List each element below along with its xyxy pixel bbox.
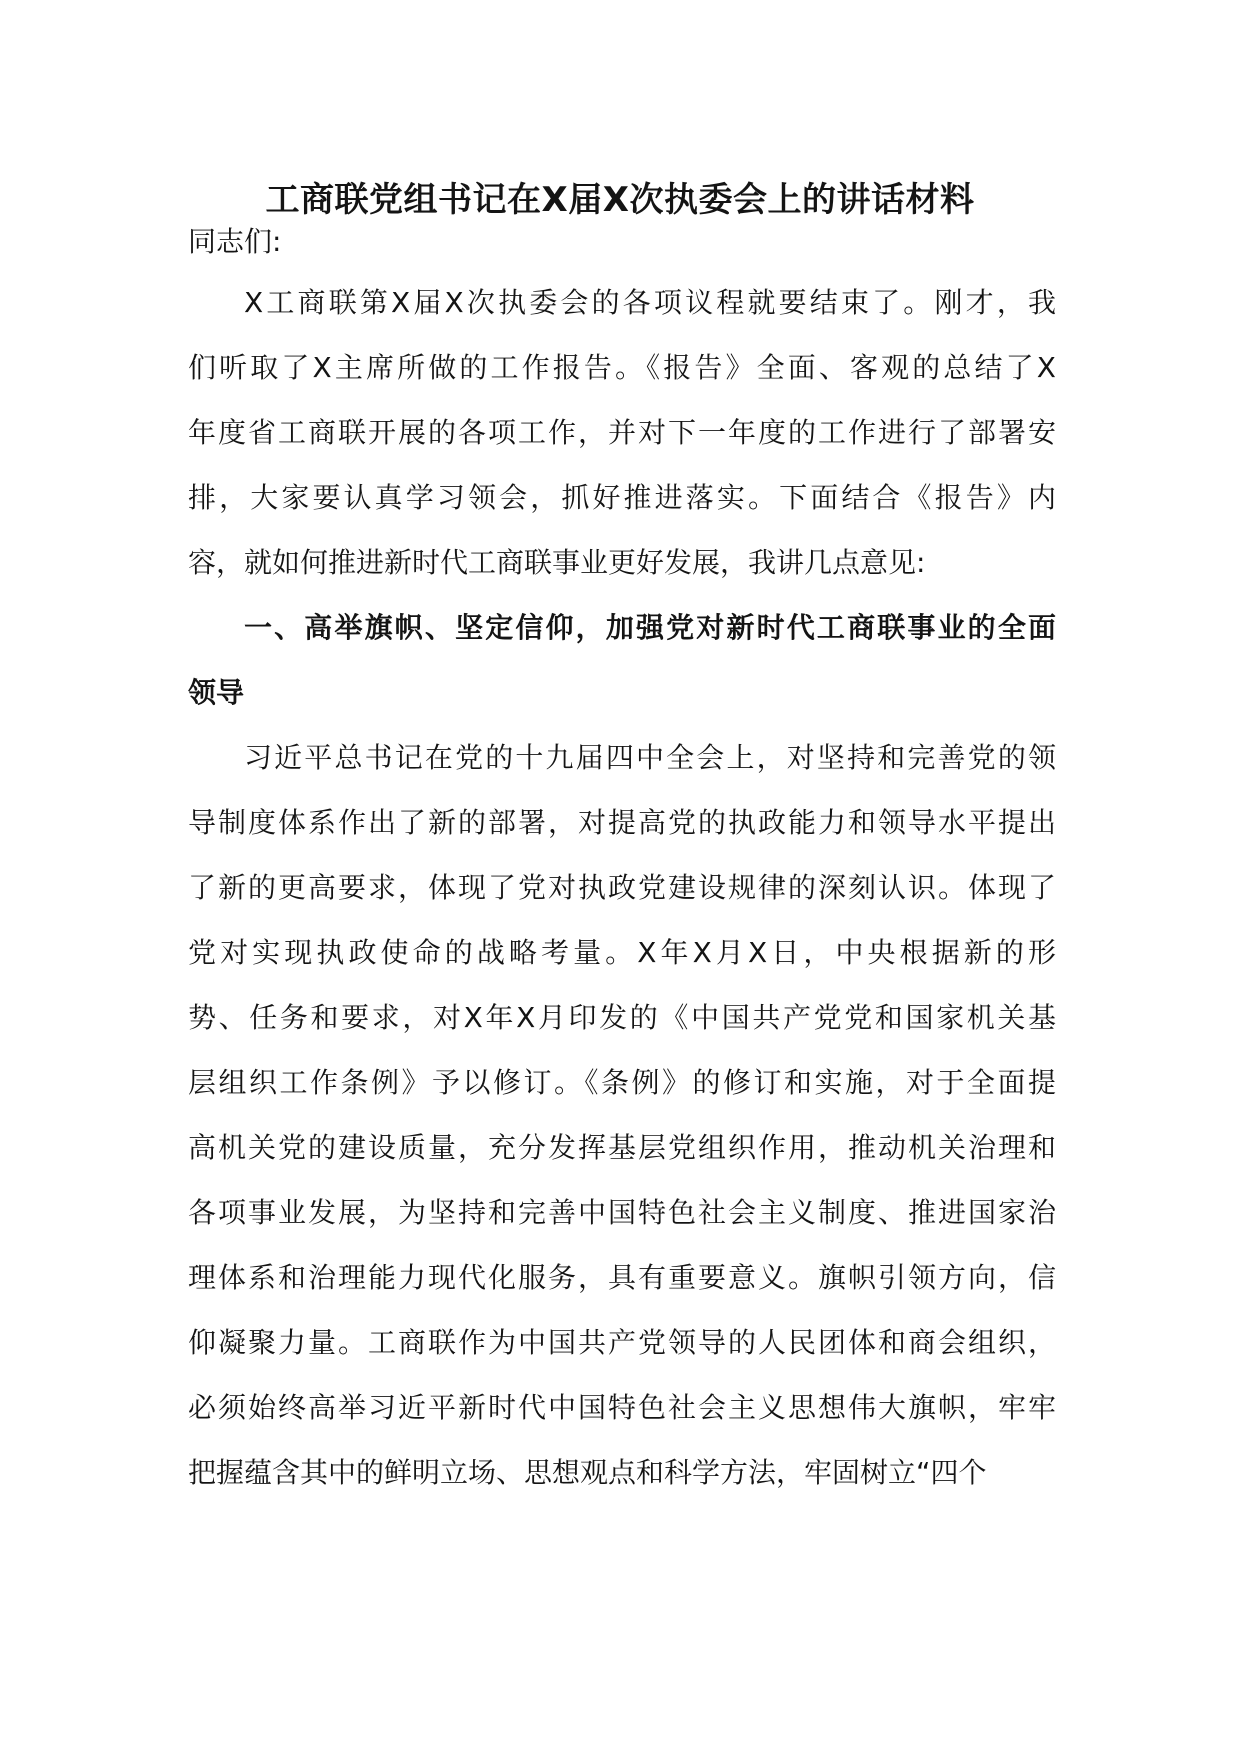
paragraph-1 (188, 270, 1056, 595)
salutation: 同志们: (188, 225, 282, 258)
document-title: 工商联党组书记在X届X次执委会上的讲话材料 (265, 180, 975, 220)
section-heading-1 (188, 595, 1056, 725)
paragraph-line: 各项事业发展，为坚持和完善中国特色社会主义制度、推进国家治 (188, 1196, 1056, 1229)
paragraph-line: 仰凝聚力量。工商联作为中国共产党领导的人民团体和商会组织， (188, 1326, 1056, 1359)
paragraph-line: 党对实现执政使命的战略考量。X年X月X日，中央根据新的形 (188, 936, 1056, 969)
paragraph-line: 习近平总书记在党的十九届四中全会上，对坚持和完善党的领 (244, 741, 1056, 774)
paragraph-2 (188, 725, 1056, 1505)
paragraph-line: X工商联第X届X次执委会的各项议程就要结束了。刚才，我 (244, 286, 1056, 319)
heading-line: 领导 (188, 676, 245, 709)
paragraph-line: 理体系和治理能力现代化服务，具有重要意义。旗帜引领方向，信 (188, 1261, 1056, 1294)
paragraph-line: 排，大家要认真学习领会，抓好推进落实。下面结合《报告》内 (188, 481, 1056, 514)
paragraph-line: 年度省工商联开展的各项工作，并对下一年度的工作进行了部署安 (188, 416, 1056, 449)
paragraph-line: 们听取了X主席所做的工作报告。《报告》全面、客观的总结了X (188, 351, 1056, 384)
paragraph-line: 了新的更高要求，体现了党对执政党建设规律的深刻认识。体现了 (188, 871, 1056, 904)
paragraph-line: 必须始终高举习近平新时代中国特色社会主义思想伟大旗帜，牢牢 (188, 1391, 1056, 1424)
heading-line: 一、高举旗帜、坚定信仰，加强党对新时代工商联事业的全面 (244, 611, 1056, 644)
paragraph-line: 把握蕴含其中的鲜明立场、思想观点和科学方法，牢固树立“四个 (188, 1456, 987, 1489)
paragraph-line: 层组织工作条例》予以修订。《条例》的修订和实施，对于全面提 (188, 1066, 1056, 1099)
paragraph-line: 势、任务和要求，对X年X月印发的《中国共产党党和国家机关基 (188, 1001, 1056, 1034)
paragraph-line: 容，就如何推进新时代工商联事业更好发展，我讲几点意见: (188, 546, 926, 579)
paragraph-line: 高机关党的建设质量，充分发挥基层党组织作用，推动机关治理和 (188, 1131, 1056, 1164)
paragraph-line: 导制度体系作出了新的部署，对提高党的执政能力和领导水平提出 (188, 806, 1056, 839)
